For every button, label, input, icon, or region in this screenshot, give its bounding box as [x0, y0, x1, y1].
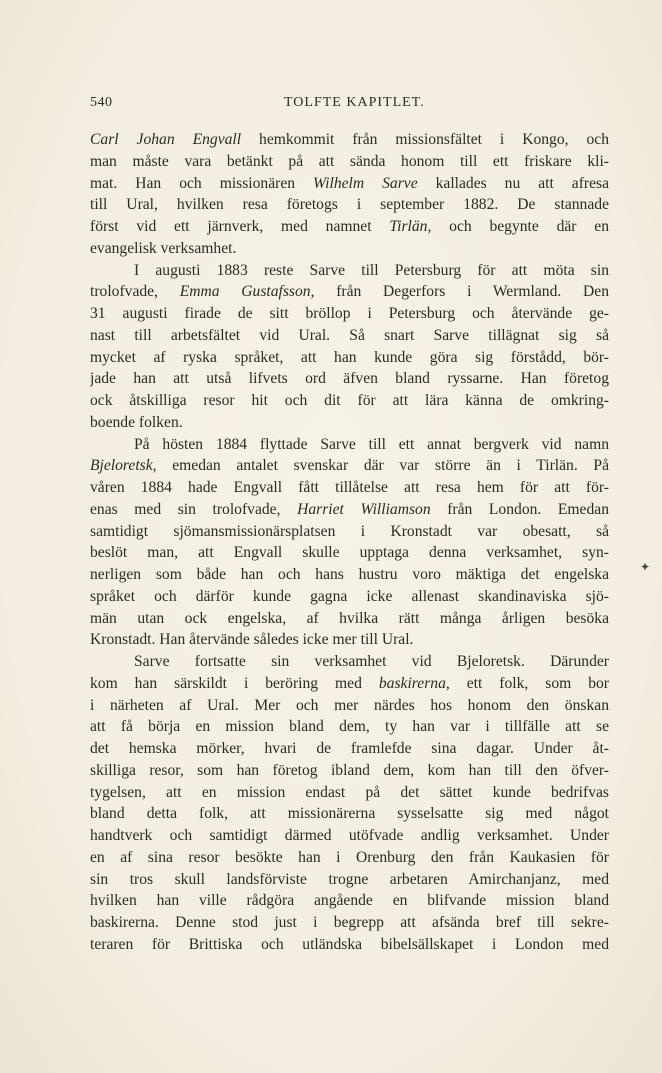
line-text: 31 augusti firade de sitt bröllop i Petersburg och återvände ge- [90, 305, 609, 322]
line-text: jade han att utså lifvets ord äfven bland ryssarne. Han företog [90, 370, 609, 388]
text-line [90, 173, 609, 195]
line-text: beslöt man, att Engvall skulle upptaga denna verksamhet, syn- [90, 544, 609, 562]
text-line [90, 368, 609, 390]
text-line [90, 151, 609, 173]
body-text [90, 129, 609, 956]
line-text: I augusti 1883 reste Sarve till Petersburg för att möta sin [134, 261, 609, 279]
running-head: TOLFTE KAPITLET. [284, 95, 425, 110]
line-text: skilliga resor, som han företog ibland dem, kom han till den öfver- [90, 761, 609, 779]
text-line [90, 695, 609, 717]
italic-name: Emma Gustafsson, [179, 283, 315, 301]
page-number: 540 [90, 95, 113, 110]
line-text: att få börja en mission bland dem, ty han var i tillfälle att se [90, 718, 609, 736]
line-text: nast till arbetsfältet vid Ural. Så snart Sarve tillägnat sig så [90, 326, 609, 344]
text-line [90, 716, 609, 738]
line-text: i närheten af Ural. Mer och mer närdes hos honom den önskan [90, 696, 609, 714]
text-line [90, 260, 609, 282]
text-line [90, 760, 609, 782]
text-line [90, 586, 609, 608]
page-header [90, 95, 610, 117]
line-text: teraren för Brittiska och utländska bibelsällskapet i London med [90, 935, 609, 953]
line-text: mat. Han och missionären [90, 174, 314, 192]
line-text: Kronstadt. Han återvände således icke mer till Ural. [90, 631, 414, 649]
text-line [90, 129, 609, 151]
italic-name: Wilhelm Sarve [313, 174, 418, 192]
text-line [90, 847, 609, 869]
text-line [90, 434, 609, 456]
line-text: kallades nu att afresa [417, 174, 609, 192]
text-line [90, 194, 609, 216]
line-text: hemkommit från missionsfältet i Kongo, och [241, 131, 609, 148]
text-line [90, 477, 609, 499]
line-text: baskirerna. Denne stod just i begrepp att afsända bref till sekre- [90, 914, 609, 931]
line-text: mycket af ryska språket, att han kunde göra sig förstådd, bör- [90, 348, 609, 366]
line-text: och begynte där en [431, 218, 609, 235]
text-line [90, 738, 609, 760]
text-line [90, 303, 609, 325]
line-text: man måste vara betänkt på att sända honom till ett friskare kli- [90, 152, 609, 170]
italic-name: Harriet Williamson [297, 500, 431, 518]
text-line [90, 216, 609, 238]
margin-ink-mark: ✦ [640, 560, 651, 574]
text-line [90, 629, 609, 651]
line-text: män utan ock engelska, af hvilka rätt många årligen besöka [90, 609, 609, 627]
text-line [90, 912, 609, 934]
text-line [90, 564, 609, 586]
text-line [90, 238, 609, 260]
line-text: det hemska mörker, hvari de framlefde sina dagar. Under åt- [90, 740, 609, 757]
text-line [90, 803, 609, 825]
line-text: hvilken han ville rådgöra angående en blifvande mission bland [90, 892, 609, 910]
line-text: emedan antalet svenskar där var större än i Tirlän. På [156, 457, 609, 475]
text-line [90, 782, 609, 804]
line-text: språket och därför kunde gagna icke allenast skandinaviska sjö- [90, 587, 609, 605]
line-text: På hösten 1884 flyttade Sarve till ett annat bergverk vid namn [134, 435, 609, 453]
text-line [90, 281, 609, 303]
line-text: ett folk, som bor [449, 674, 609, 692]
line-text: Sarve fortsatte sin verksamhet vid Bjeloretsk. Därunder [134, 653, 609, 670]
line-text: kom han särskildt i beröring med [90, 674, 379, 692]
line-text: bland detta folk, att missionärerna sysselsatte sig med något [90, 805, 609, 823]
text-line [90, 521, 609, 543]
text-line [90, 934, 609, 956]
text-line [90, 325, 609, 347]
line-text: enas med sin trolofvade, [90, 500, 298, 518]
text-line [90, 825, 609, 847]
text-line [90, 347, 609, 369]
text-line [90, 890, 609, 912]
line-text: trolofvade, [90, 283, 180, 301]
line-text: ock åtskilliga resor hit och dit för att lära känna de omkring- [90, 392, 609, 409]
text-line [90, 390, 609, 412]
line-text: nerligen som både han och hans hustru voro mäktiga det engelska [90, 566, 609, 583]
line-text: till Ural, hvilken resa företogs i september 1882. De stannade [90, 196, 609, 214]
text-line [90, 608, 609, 630]
line-text: våren 1884 hade Engvall fått tillåtelse att resa hem för att för- [90, 479, 609, 496]
text-line [90, 542, 609, 564]
line-text: från Degerfors i Wermland. Den [314, 283, 609, 301]
line-text: boende folken. [90, 413, 183, 431]
text-line [90, 673, 609, 695]
text-line [90, 499, 609, 521]
line-text: samtidigt sjömansmissionärsplatsen i Kronstadt var obesatt, så [90, 522, 609, 540]
text-line [90, 651, 609, 673]
text-line [90, 412, 609, 434]
line-text: först vid ett järnverk, med namnet [90, 218, 390, 235]
italic-name: Tirlän, [389, 218, 432, 235]
text-line [90, 869, 609, 891]
text-line [90, 455, 609, 477]
italic-name: Carl Johan Engvall [90, 131, 242, 148]
line-text: en af sina resor besökte han i Orenburg den från Kaukasien för [90, 848, 609, 866]
italic-name: baskirerna, [378, 674, 450, 692]
line-text: evangelisk verksamhet. [90, 239, 237, 257]
line-text: från London. Emedan [430, 500, 609, 518]
line-text: handtverk och samtidigt därmed utöfvade andlig verksamhet. Under [90, 827, 609, 844]
line-text: sin tros skull landsförviste trogne arbetaren Amirchanjanz, med [90, 870, 609, 888]
line-text: tygelsen, att en mission endast på det sättet kunde bedrifvas [90, 783, 609, 801]
italic-name: Bjeloretsk, [90, 457, 157, 475]
